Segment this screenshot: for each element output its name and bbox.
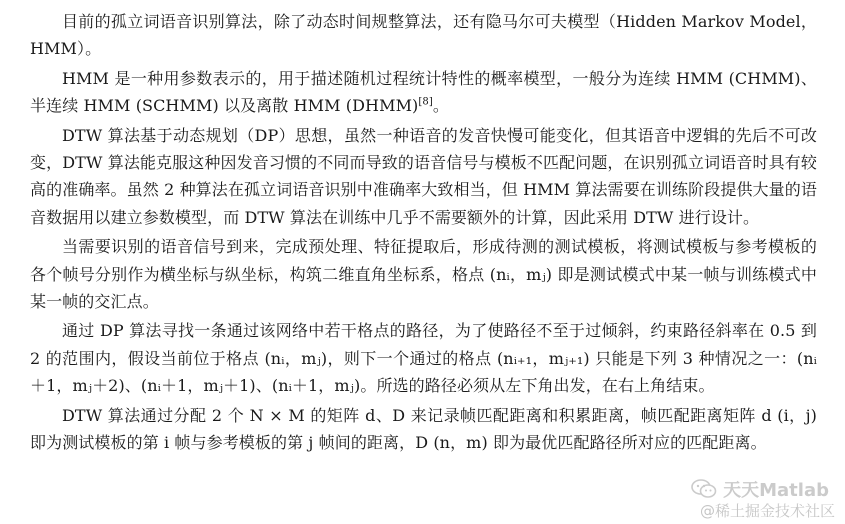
watermark-brand: 天天Matlab bbox=[723, 480, 829, 501]
citation-reference: [8] bbox=[418, 96, 433, 108]
paragraph-3: DTW 算法基于动态规划（DP）思想，虽然一种语音的发音快慢可能变化，但其语音中逻辑的先后不可改变，DTW 算法能克服这种因发音习惯的不同而导致的语音信号与模板不匹配问题，在识别孤立词语音时具有较高的准确率。虽然 2 种算法在孤立词语音识别中准确率大致相当，但 HMM 算法需要在训练阶段提供大量的语音数据用以建立参数模型，而 DTW 算法在训练中几乎不需要额外的计算，因此采用 DTW 进行设计。 bbox=[30, 125, 817, 227]
paragraph-4: 当需要识别的语音信号到来，完成预处理、特征提取后，形成待测的测试模板，将测试模板与参考模板的各个帧号分别作为横坐标与纵坐标，构筑二维直角坐标系，格点 (nᵢ，mⱼ) 即是测试模式中某一帧与训练模式中某一帧的交汇点。 bbox=[30, 237, 817, 312]
paragraph-2-end: 。 bbox=[432, 96, 449, 116]
paragraph-1: 目前的孤立词语音识别算法，除了动态时间规整算法，还有隐马尔可夫模型（Hidden Markov Model，HMM）。 bbox=[30, 12, 817, 59]
paragraph-2-text: HMM 是一种用参数表示的，用于描述随机过程统计特性的概率模型，一般分为连续 HMM (CHMM)、半连续 HMM (SCHMM) 以及离散 HMM (DHMM) bbox=[30, 68, 817, 116]
paragraph-6: DTW 算法通过分配 2 个 N × M 的矩阵 d、D 来记录帧匹配距离和积累距离，帧匹配距离矩阵 d (i，j) 即为测试模板的第 i 帧与参考模板的第 j 帧间的距离，D (n，m) 即为最优匹配路径所对应的匹配距离。 bbox=[30, 405, 817, 453]
paragraph-5: 通过 DP 算法寻找一条通过该网络中若干格点的路径，为了使路径不至于过倾斜，约束路径斜率在 0.5 到 2 的范围内，假设当前位于格点 (nᵢ，mⱼ)，则下一个通过的格点 (nᵢ₊₁，mⱼ₊₁) 只能是下列 3 种情况之一：(nᵢ＋1，mⱼ＋2)、(nᵢ＋1，mⱼ＋1)、(nᵢ＋1，mⱼ)。所选的路径必须从左下角出发，在右上角结束。 bbox=[30, 321, 817, 396]
watermark-community: @稀土掘金技术社区 bbox=[699, 502, 835, 520]
paragraph-2 bbox=[30, 65, 817, 120]
